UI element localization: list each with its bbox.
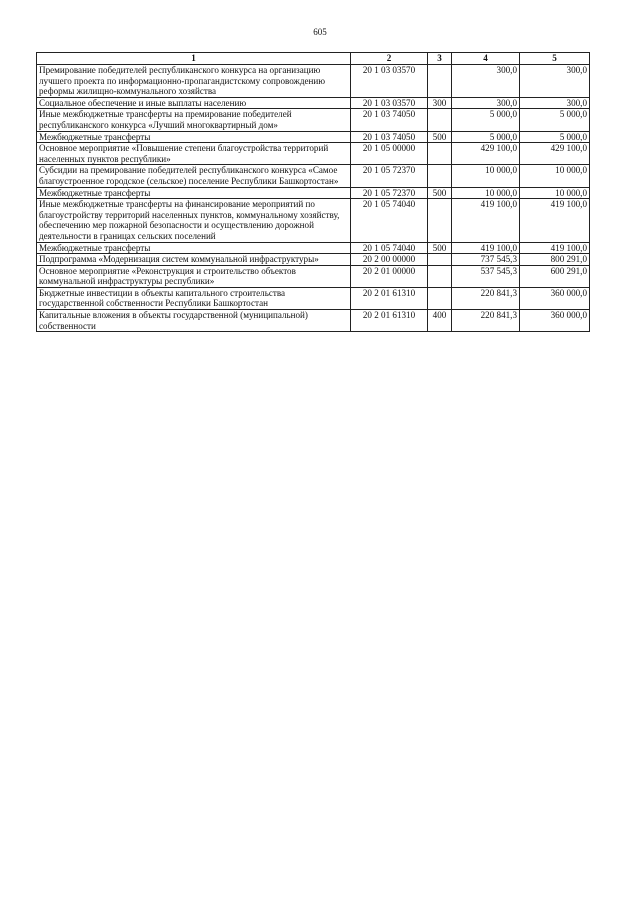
row-sum-1: 220 841,3 — [452, 287, 520, 309]
table-header-row — [37, 53, 590, 65]
row-code: 20 1 03 03570 — [351, 65, 428, 98]
row-sum-1: 220 841,3 — [452, 310, 520, 332]
row-sum-2: 300,0 — [520, 97, 590, 109]
column-header-code: 2 — [351, 53, 428, 65]
row-code: 20 2 00 00000 — [351, 254, 428, 266]
row-sum-1: 419 100,0 — [452, 199, 520, 242]
row-name: Основное мероприятие «Повышение степени благоустройства территорий населенных пунктов республики» — [37, 143, 351, 165]
row-sum-1: 5 000,0 — [452, 131, 520, 143]
row-sum-2: 5 000,0 — [520, 131, 590, 143]
table-row — [37, 199, 590, 242]
row-type — [428, 199, 452, 242]
row-sum-1: 5 000,0 — [452, 109, 520, 131]
row-type: 300 — [428, 97, 452, 109]
row-code: 20 1 05 00000 — [351, 143, 428, 165]
row-sum-1: 419 100,0 — [452, 242, 520, 254]
row-type — [428, 65, 452, 98]
row-type: 500 — [428, 187, 452, 199]
row-sum-1: 10 000,0 — [452, 187, 520, 199]
table-row — [37, 242, 590, 254]
row-name: Субсидии на премирование победителей республиканского конкурса «Самое благоустроенное городское (сельское) поселение Республики Башкортостан» — [37, 165, 351, 187]
row-sum-1: 10 000,0 — [452, 165, 520, 187]
row-sum-2: 600 291,0 — [520, 265, 590, 287]
row-sum-1: 300,0 — [452, 65, 520, 98]
row-sum-1: 537 545,3 — [452, 265, 520, 287]
row-code: 20 2 01 61310 — [351, 310, 428, 332]
row-sum-2: 10 000,0 — [520, 187, 590, 199]
row-name: Премирование победителей республиканского конкурса на организацию лучшего проекта по информационно-пропагандистскому сопровождению реформы жилищно-коммунального хозяйства — [37, 65, 351, 98]
row-name: Межбюджетные трансферты — [37, 242, 351, 254]
row-type — [428, 265, 452, 287]
row-sum-2: 360 000,0 — [520, 287, 590, 309]
page-number: 605 — [313, 27, 327, 37]
table-row — [37, 97, 590, 109]
column-header-type: 3 — [428, 53, 452, 65]
row-name: Межбюджетные трансферты — [37, 131, 351, 143]
row-sum-2: 5 000,0 — [520, 109, 590, 131]
row-type — [428, 109, 452, 131]
row-name: Иные межбюджетные трансферты на премирование победителей республиканского конкурса «Лучший многоквартирный дом» — [37, 109, 351, 131]
row-name: Социальное обеспечение и иные выплаты населению — [37, 97, 351, 109]
row-code: 20 1 05 74040 — [351, 199, 428, 242]
row-type: 500 — [428, 242, 452, 254]
row-code: 20 1 05 72370 — [351, 165, 428, 187]
column-header-sum-2: 5 — [520, 53, 590, 65]
row-sum-2: 300,0 — [520, 65, 590, 98]
table-row — [37, 265, 590, 287]
row-sum-2: 419 100,0 — [520, 199, 590, 242]
row-name: Подпрограмма «Модернизация систем коммунальной инфраструктуры» — [37, 254, 351, 266]
row-name: Межбюджетные трансферты — [37, 187, 351, 199]
column-header-name: 1 — [37, 53, 351, 65]
budget-table — [36, 52, 590, 332]
row-sum-1: 429 100,0 — [452, 143, 520, 165]
row-code: 20 1 03 03570 — [351, 97, 428, 109]
row-sum-2: 10 000,0 — [520, 165, 590, 187]
row-type: 400 — [428, 310, 452, 332]
row-sum-2: 360 000,0 — [520, 310, 590, 332]
row-code: 20 1 05 74040 — [351, 242, 428, 254]
row-sum-2: 800 291,0 — [520, 254, 590, 266]
row-name: Капитальные вложения в объекты государственной (муниципальной) собственности — [37, 310, 351, 332]
row-code: 20 1 03 74050 — [351, 131, 428, 143]
row-name: Бюджетные инвестиции в объекты капитального строительства государственной собственности Республики Башкортостан — [37, 287, 351, 309]
row-code: 20 1 03 74050 — [351, 109, 428, 131]
row-type — [428, 287, 452, 309]
table-row — [37, 254, 590, 266]
table-row — [37, 287, 590, 309]
row-name: Основное мероприятие «Реконструкция и строительство объектов коммунальной инфраструктуры республики» — [37, 265, 351, 287]
table-row — [37, 165, 590, 187]
row-sum-1: 300,0 — [452, 97, 520, 109]
row-type: 500 — [428, 131, 452, 143]
row-code: 20 2 01 00000 — [351, 265, 428, 287]
row-type — [428, 254, 452, 266]
row-code: 20 2 01 61310 — [351, 287, 428, 309]
row-sum-1: 737 545,3 — [452, 254, 520, 266]
row-name: Иные межбюджетные трансферты на финансирование мероприятий по благоустройству территорий населенных пунктов, коммунальному хозяйству, обеспечению мер пожарной безопасности и осуществлению дорожной деятельности в границах сельских поселений — [37, 199, 351, 242]
table-row — [37, 65, 590, 98]
row-code: 20 1 05 72370 — [351, 187, 428, 199]
row-type — [428, 143, 452, 165]
table-row — [37, 131, 590, 143]
table-row — [37, 143, 590, 165]
row-type — [428, 165, 452, 187]
row-sum-2: 419 100,0 — [520, 242, 590, 254]
column-header-sum-1: 4 — [452, 53, 520, 65]
table-row — [37, 187, 590, 199]
table-row — [37, 310, 590, 332]
row-sum-2: 429 100,0 — [520, 143, 590, 165]
table-row — [37, 109, 590, 131]
